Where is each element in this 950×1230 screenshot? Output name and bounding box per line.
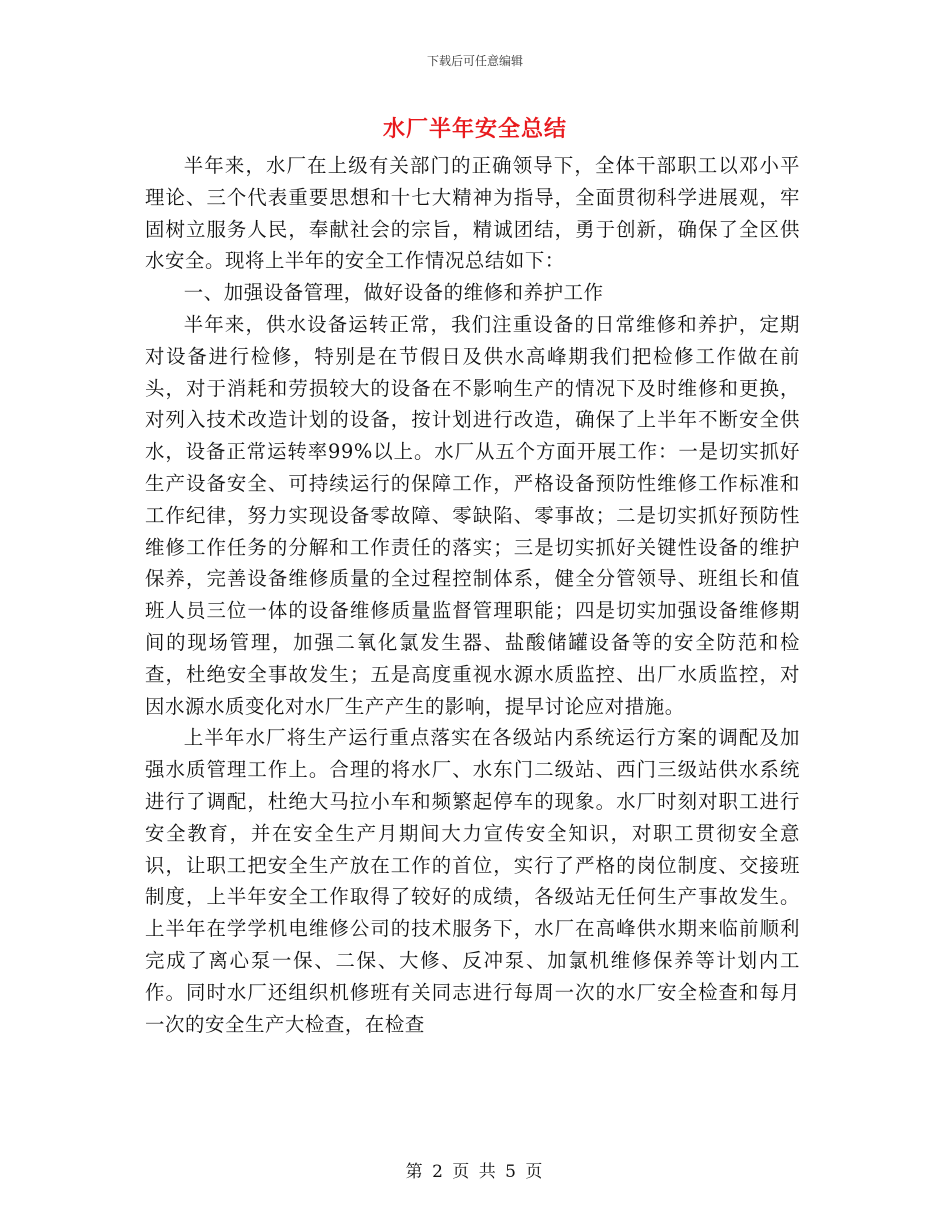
document-title: 水厂半年安全总结 [382, 116, 567, 142]
paragraph-intro: 半年来，水厂在上级有关部门的正确领导下，全体干部职工以邓小平理论、三个代表重要思想和十七大精神为指导，全面贯彻科学进展观，牢固树立服务人民，奉献社会的宗旨，精诚团结，勇于创新，确保了全区供水安全。现将上半年的安全工作情况总结如下： [145, 154, 800, 273]
page-number: 第 2 页 共 5 页 [405, 1162, 545, 1182]
section-heading: 一、加强设备管理，做好设备的维修和养护工作 [183, 281, 604, 305]
paragraph-equipment: 半年来，供水设备运转正常，我们注重设备的日常维修和养护，定期对设备进行检修，特别是在节假日及供水高峰期我们把检修工作做在前头，对于消耗和劳损较大的设备在不影响生产的情况下及时维修和更换，对列入技术改造计划的设备，按计划进行改造，确保了上半年不断安全供水，设备正常运转率99%以上。水厂从五个方面开展工作：一是切实抓好生产设备安全、可持续运行的保障工作，严格设备预防性维修工作标准和工作纪律，努力实现设备零故障、零缺陷、零事故；二是切实抓好预防性维修工作任务的分解和工作责任的落实；三是切实抓好关键性设备的维护保养，完善设备维修质量的全过程控制体系，健全分管领导、班组长和值班人员三位一体的设备维修质量监督管理职能；四是切实加强设备维修期间的现场管理，加强二氧化氯发生器、盐酸储罐设备等的安全防范和检查，杜绝安全事故发生；五是高度重视水源水质监控、出厂水质监控，对因水源水质变化对水厂生产产生的影响，提早讨论应对措施。 [145, 312, 800, 718]
page-header-note: 下载后可任意编辑 [426, 54, 523, 68]
document-body [145, 150, 800, 1040]
paragraph-operations: 上半年水厂将生产运行重点落实在各级站内系统运行方案的调配及加强水质管理工作上。合理的将水厂、水东门二级站、西门三级站供水系统进行了调配，杜绝大马拉小车和频繁起停车的现象。水厂时刻对职工进行安全教育，并在安全生产月期间大力宣传安全知识，对职工贯彻安全意识，让职工把安全生产放在工作的首位，实行了严格的岗位制度、交接班制度，上半年安全工作取得了较好的成绩，各级站无任何生产事故发生。上半年在学学机电维修公司的技术服务下，水厂在高峰供水期来临前顺利完成了离心泵一保、二保、大修、反冲泵、加氯机维修保养等计划内工作。同时水厂还组织机修班有关同志进行每周一次的水厂安全检查和每月一次的安全生产大检查，在检查 [145, 726, 800, 1036]
